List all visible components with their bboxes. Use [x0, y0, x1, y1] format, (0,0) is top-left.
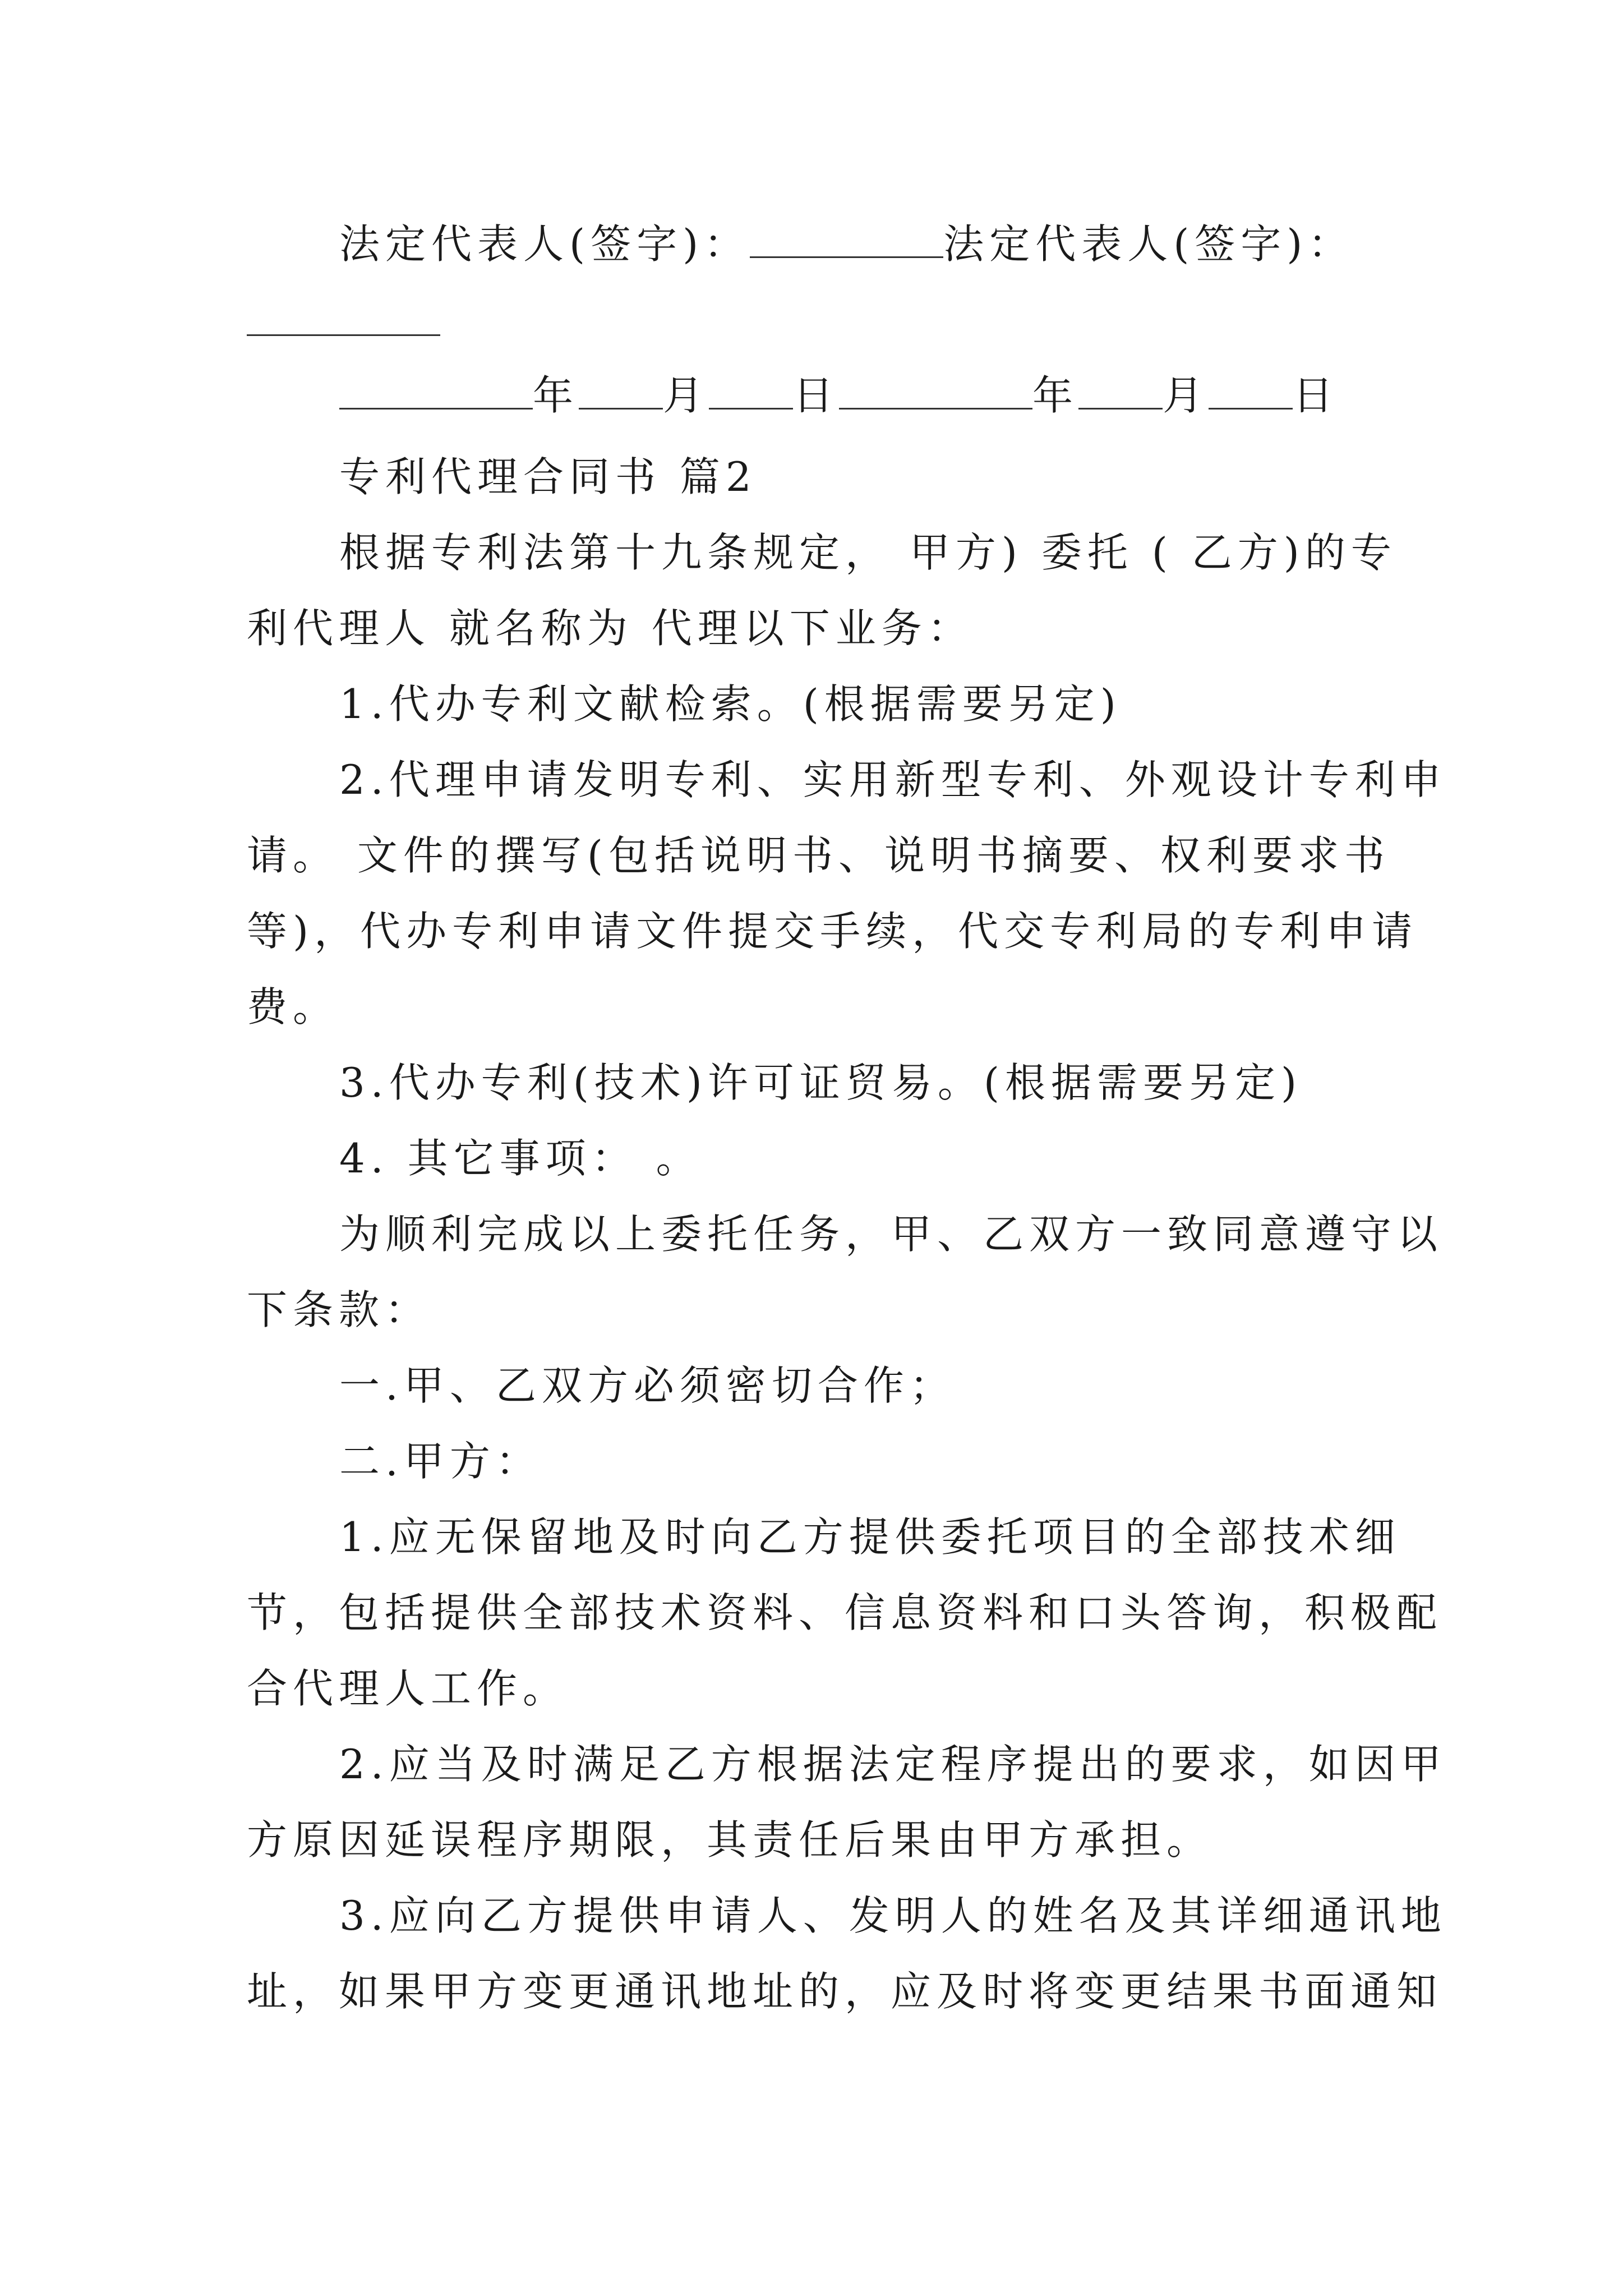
day-blank-a[interactable]: [709, 373, 793, 409]
text-line: 3.代办专利(技术)许可证贸易。(根据需要另定): [339, 1059, 1303, 1106]
month-label-a: 月: [663, 372, 709, 419]
year-blank-b[interactable]: [839, 373, 1032, 409]
section-heading: 专利代理合同书 篇2: [339, 453, 757, 500]
signature-blank-a[interactable]: [750, 222, 943, 258]
text-line: 利代理人 就名称为 代理以下业务：: [247, 605, 974, 652]
text-line: 2.应当及时满足乙方根据法定程序提出的要求，如因甲: [339, 1741, 1447, 1788]
day-label-a: 日: [793, 372, 840, 419]
text-line: 4. 其它事项： 。: [339, 1135, 702, 1182]
text-line: 3.应向乙方提供申请人、发明人的姓名及其详细通讯地: [339, 1892, 1447, 1939]
text-line: 址，如果甲方变更通讯地址的，应及时将变更结果书面通知: [247, 1968, 1443, 2015]
text-line: 下条款：: [247, 1286, 431, 1333]
text-line: 根据专利法第十九条规定， 甲方) 委托 ( 乙方)的专: [339, 529, 1397, 576]
text-line: 为顺利完成以上委托任务，甲、乙双方一致同意遵守以: [339, 1211, 1444, 1258]
text-line: 2.代理申请发明专利、实用新型专利、外观设计专利申: [339, 756, 1447, 803]
year-label-b: 年: [1032, 372, 1079, 419]
text-line: 节，包括提供全部技术资料、信息资料和口头答询，积极配: [247, 1589, 1443, 1636]
text-line: 合代理人工作。: [247, 1665, 569, 1712]
date-line: [339, 367, 1396, 424]
text-line: 1.应无保留地及时向乙方提供委托项目的全部技术细: [339, 1513, 1401, 1561]
month-blank-b[interactable]: [1078, 373, 1163, 409]
text-line: 1.代办专利文献检索。(根据需要另定): [339, 680, 1122, 728]
text-line: 二.甲方：: [339, 1438, 542, 1485]
year-blank-a[interactable]: [339, 373, 533, 409]
signature-blank-b[interactable]: [247, 334, 440, 336]
month-blank-a[interactable]: [579, 373, 663, 409]
text-line: 请。 文件的撰写(包括说明书、说明书摘要、权利要求书: [247, 832, 1390, 879]
text-line: 一.甲、乙双方必须密切合作；: [339, 1362, 956, 1409]
text-line: 方原因延误程序期限，其责任后果由甲方承担。: [247, 1816, 1213, 1864]
legal-rep-signature-label-a: 法定代表人(签字)：: [339, 220, 750, 268]
year-label-a: 年: [533, 372, 579, 419]
text-line: 等)，代办专利申请文件提交手续，代交专利局的专利申请: [247, 908, 1418, 955]
day-blank-b[interactable]: [1209, 373, 1293, 409]
text-line: 费。: [247, 983, 339, 1030]
signature-line: [339, 216, 1396, 272]
legal-rep-signature-label-b: 法定代表人(签字)：: [943, 220, 1354, 268]
day-label-b: 日: [1293, 372, 1339, 419]
month-label-b: 月: [1163, 372, 1209, 419]
